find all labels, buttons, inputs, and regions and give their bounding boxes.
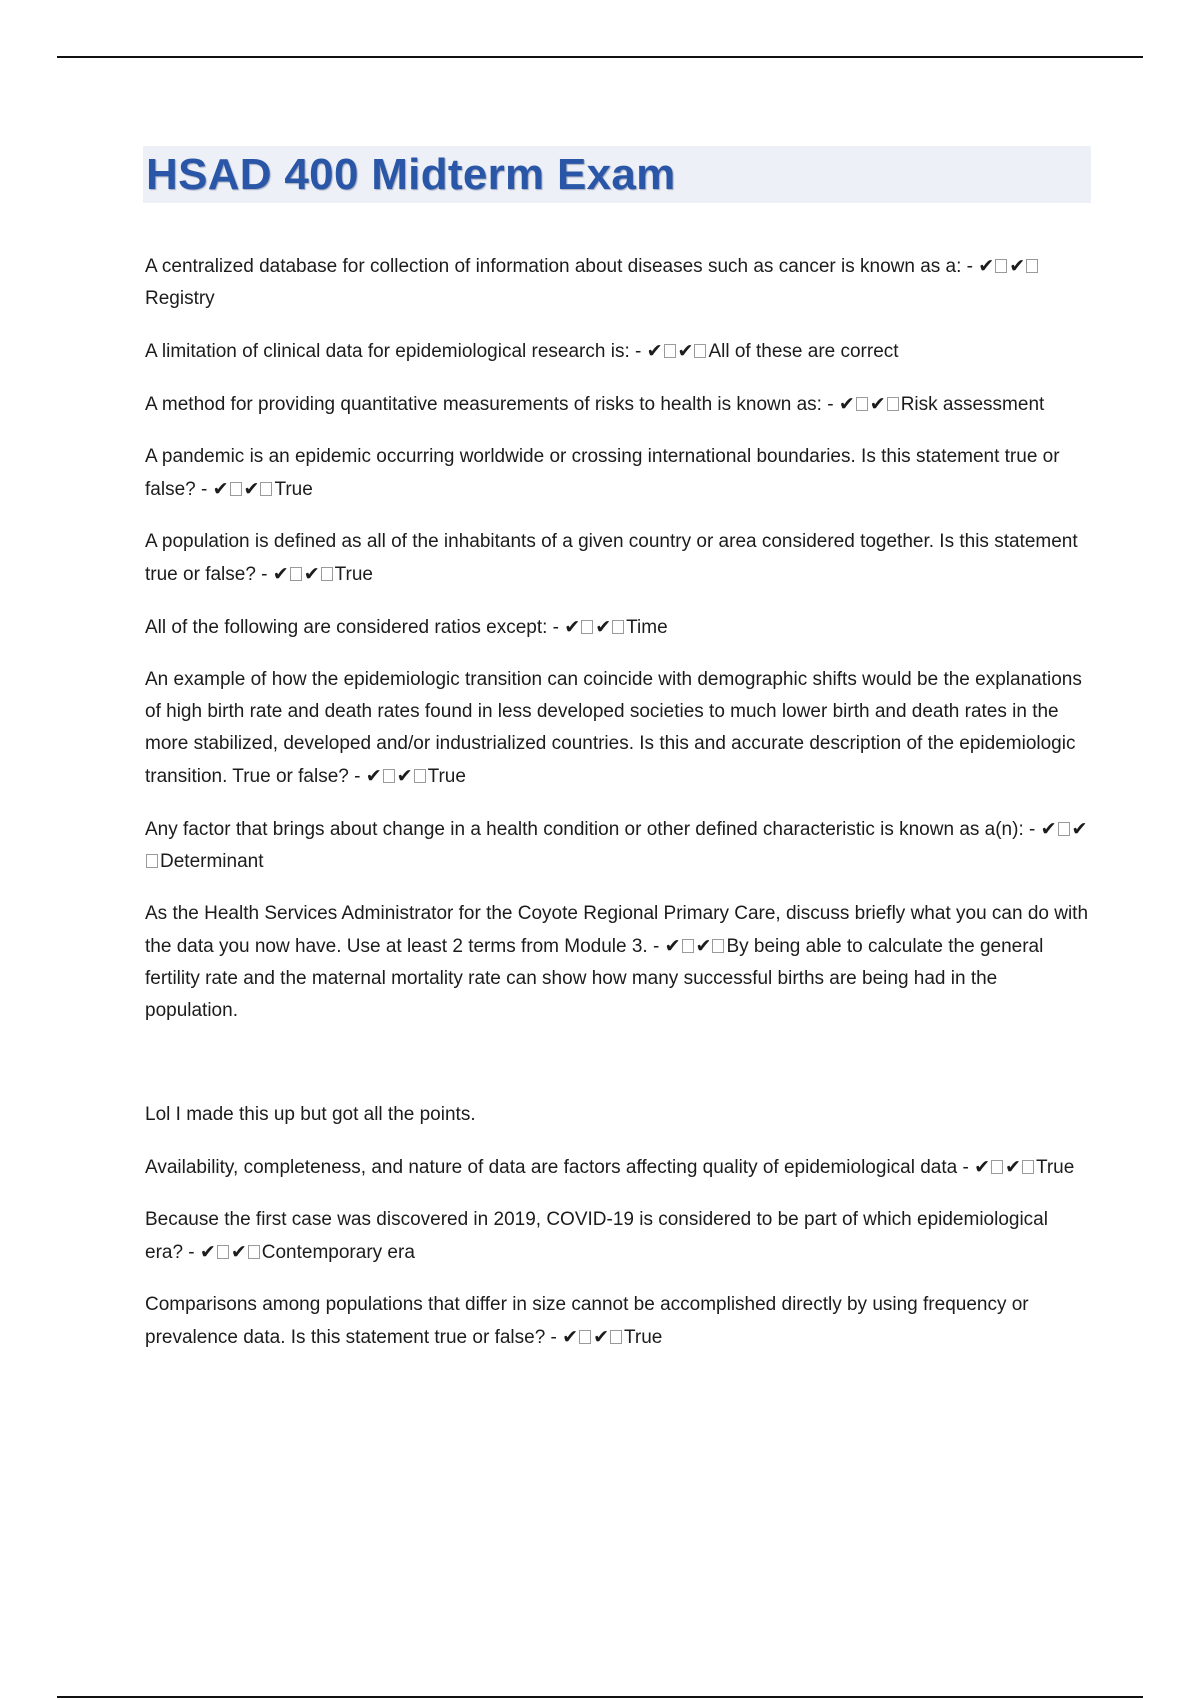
answer-text: True <box>334 564 373 585</box>
checkmark-icon: ✔ <box>838 393 855 415</box>
missing-glyph-box-icon <box>217 1245 229 1259</box>
document-body <box>145 250 1090 1374</box>
checkmark-icon: ✔ <box>230 1241 247 1263</box>
question-text: An example of how the epidemiologic transition can coincide with demographic shifts would be the explanations of high birth rate and death rates found in less developed societies to much lower birth and death rates in the more stabilized, developed and/or industrialized countries. Is this and accurate description of the epidemiologic transition. True or false? - <box>145 669 1082 787</box>
missing-glyph-box-icon <box>1058 822 1070 836</box>
checkmark-icon: ✔ <box>1071 818 1088 840</box>
qa-item <box>145 441 1090 506</box>
answer-text: Registry <box>145 288 215 309</box>
answer-text: True <box>427 766 466 787</box>
missing-glyph-box-icon <box>260 482 272 496</box>
checkmark-icon: ✔ <box>303 563 320 585</box>
missing-glyph-box-icon <box>612 620 624 634</box>
missing-glyph-box-icon <box>581 620 593 634</box>
question-text: A centralized database for collection of information about diseases such as cancer is known as a: - <box>145 256 974 277</box>
question-text: Comparisons among populations that differ in size cannot be accomplished directly by using frequency or prevalence data. Is this statement true or false? - <box>145 1294 1029 1348</box>
question-text: As the Health Services Administrator for the Coyote Regional Primary Care, discuss briefly what you can do with the data you now have. Use at least 2 terms from Module 3. - <box>145 903 1089 957</box>
question-text: A pandemic is an epidemic occurring worldwide or crossing international boundaries. Is this statement true or false? - <box>145 446 1060 500</box>
qa-item <box>145 250 1090 315</box>
answer-text: By being able to calculate the general fertility rate and the maternal mortality rate can show how many successful births are being had in the population. <box>145 936 1044 1021</box>
qa-item <box>145 813 1090 878</box>
answer-text: Contemporary era <box>261 1242 415 1263</box>
checkmark-icon: ✔ <box>664 935 681 957</box>
checkmark-icon: ✔ <box>199 1241 216 1263</box>
checkmark-icon: ✔ <box>978 255 995 277</box>
question-text: A limitation of clinical data for epidemiological research is: - <box>145 341 642 362</box>
answer-text: True <box>1035 1157 1075 1178</box>
qa-item <box>145 1151 1090 1184</box>
missing-glyph-box-icon <box>146 854 158 868</box>
missing-glyph-box-icon <box>383 769 395 783</box>
checkmark-icon: ✔ <box>695 935 712 957</box>
missing-glyph-box-icon <box>290 567 302 581</box>
footer-rule <box>57 1696 1143 1698</box>
checkmark-icon: ✔ <box>974 1156 991 1178</box>
question-text: Availability, completeness, and nature of data are factors affecting quality of epidemiological data - <box>145 1157 969 1178</box>
checkmark-icon: ✔ <box>243 478 260 500</box>
missing-glyph-box-icon <box>248 1245 260 1259</box>
question-text: A method for providing quantitative measurements of risks to health is known as: - <box>145 394 834 415</box>
missing-glyph-box-icon <box>682 939 694 953</box>
missing-glyph-box-icon <box>712 939 724 953</box>
missing-glyph-box-icon <box>887 397 899 411</box>
blank-space <box>145 1047 1090 1099</box>
qa-item <box>145 335 1090 368</box>
checkmark-icon: ✔ <box>677 340 694 362</box>
missing-glyph-box-icon <box>1026 259 1038 273</box>
answer-text: Time <box>626 617 668 638</box>
question-text: Because the first case was discovered in 2019, COVID-19 is considered to be part of which epidemiological era? - <box>145 1209 1048 1263</box>
checkmark-icon: ✔ <box>564 616 581 638</box>
qa-item <box>145 1289 1090 1354</box>
checkmark-icon: ✔ <box>365 765 382 787</box>
qa-item <box>145 664 1090 793</box>
qa-item <box>145 526 1090 591</box>
checkmark-icon: ✔ <box>869 393 886 415</box>
missing-glyph-box-icon <box>856 397 868 411</box>
checkmark-icon: ✔ <box>212 478 229 500</box>
checkmark-icon: ✔ <box>646 340 663 362</box>
missing-glyph-box-icon <box>1022 1160 1034 1174</box>
qa-list <box>145 250 1090 1027</box>
answer-text: Risk assessment <box>900 394 1045 415</box>
answer-text: True <box>624 1327 663 1348</box>
qa-item <box>145 898 1090 1027</box>
qa-item <box>145 388 1090 421</box>
checkmark-icon: ✔ <box>396 765 413 787</box>
missing-glyph-box-icon <box>321 567 333 581</box>
answer-text: Determinant <box>160 851 264 872</box>
document-title: HSAD 400 Midterm Exam <box>146 150 676 199</box>
checkmark-icon: ✔ <box>562 1326 579 1348</box>
missing-glyph-box-icon <box>694 344 706 358</box>
checkmark-icon: ✔ <box>272 563 289 585</box>
missing-glyph-box-icon <box>414 769 426 783</box>
qa-list-continued <box>145 1151 1090 1354</box>
header-rule <box>57 56 1143 58</box>
question-text: All of the following are considered ratios except: - <box>145 617 559 638</box>
answer-text: All of these are correct <box>708 341 899 362</box>
checkmark-icon: ✔ <box>1040 818 1057 840</box>
missing-glyph-box-icon <box>664 344 676 358</box>
author-note: Lol I made this up but got all the points. <box>145 1104 476 1125</box>
missing-glyph-box-icon <box>579 1330 591 1344</box>
missing-glyph-box-icon <box>995 259 1007 273</box>
qa-item <box>145 611 1090 644</box>
missing-glyph-box-icon <box>991 1160 1003 1174</box>
checkmark-icon: ✔ <box>595 616 612 638</box>
missing-glyph-box-icon <box>610 1330 622 1344</box>
checkmark-icon: ✔ <box>1009 255 1026 277</box>
checkmark-icon: ✔ <box>1005 1156 1021 1178</box>
question-text: Any factor that brings about change in a health condition or other defined characteristic is known as a(n): - <box>145 819 1036 840</box>
checkmark-icon: ✔ <box>593 1326 610 1348</box>
answer-text: True <box>274 479 313 500</box>
question-text: A population is defined as all of the inhabitants of a given country or area considered together. Is this statement true or false? - <box>145 531 1078 585</box>
missing-glyph-box-icon <box>230 482 242 496</box>
qa-item <box>145 1204 1090 1269</box>
